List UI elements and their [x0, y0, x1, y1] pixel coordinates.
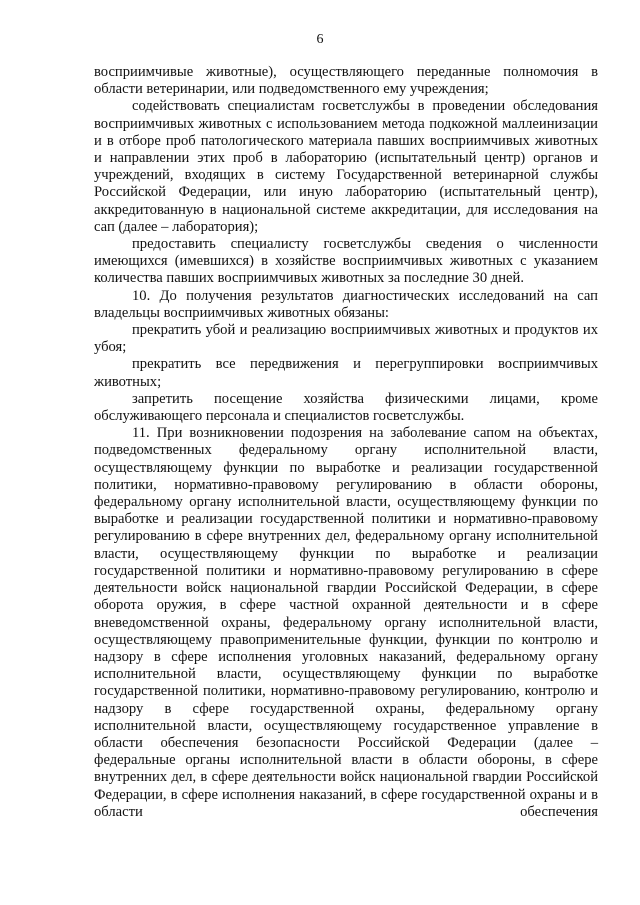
document-body: [94, 64, 598, 821]
paragraph-stop-slaughter: прекратить убой и реализацию восприимчивых животных и продуктов их убоя;: [94, 322, 598, 356]
paragraph-continuation: восприимчивые животные), осуществляющего переданные полномочия в области ветеринарии, или подведомственного ему учреждения;: [94, 64, 598, 98]
paragraph-assist-specialists: содействовать специалистам госветслужбы в проведении обследования восприимчивых животных с использованием метода подкожной маллеинизации и в отборе проб патологического материала павших восприимчивых животных и направлении этих проб в лабораторию (испытательный центр) органов и учреждений, входящих в систему Государственной ветеринарной службы Российской Федерации, или иную лабораторию (испытательный центр), аккредитованную в национальной системе аккредитации, для исследования на сап (далее – лаборатория);: [94, 98, 598, 235]
paragraph-prohibit-visits: запретить посещение хозяйства физическими лицами, кроме обслуживающего персонала и специалистов госветслужбы.: [94, 390, 598, 425]
page-number: 6: [316, 32, 324, 47]
paragraph-item-11: 11. При возникновении подозрения на заболевание сапом на объектах, подведомственных федеральному органу исполнительной власти, осуществляющему функции по выработке и реализации государственной политики, нормативно-правовому регулированию в области обороны, федеральному органу исполнительной власти, осуществляющему функции по выработке и реализации государственной политики и нормативно-правовому регулированию в сфере внутренних дел, федеральному органу исполнительной власти, осуществляющему функции по выработке и реализации государственной политики и нормативно-правовому регулированию в сфере деятельности войск национальной гвардии Российской Федерации, в сфере оборота оружия, в сфере частной охранной деятельности и в сфере вневедомственной охраны, федеральному органу исполнительной власти, осуществляющему правоприменительные функции, функции по контролю и надзору в сфере исполнения уголовных наказаний, федеральному органу исполнительной власти, осуществляющему функции по выработке государственной политики, нормативно-правовому регулированию, контролю и надзору в сфере государственной охраны, федеральному органу исполнительной власти, осуществляющему государственное управление в области обеспечения безопасности Российской Федерации (далее – федеральные органы исполнительной власти в области обороны, в сфере внутренних дел, в сфере деятельности войск национальной гвардии Российской Федерации, в сфере исполнения наказаний, в сфере государственной охраны и в области обеспечения: [94, 425, 598, 820]
paragraph-stop-movement: прекратить все передвижения и перегруппировки восприимчивых животных;: [94, 356, 598, 390]
paragraph-provide-info: предоставить специалисту госветслужбы сведения о численности имеющихся (имевшихся) в хозяйстве восприимчивых животных с указанием количества павших восприимчивых животных за последние 30 дней.: [94, 236, 598, 287]
paragraph-item-10: 10. До получения результатов диагностических исследований на сап владельцы восприимчивых животных обязаны:: [94, 287, 598, 321]
